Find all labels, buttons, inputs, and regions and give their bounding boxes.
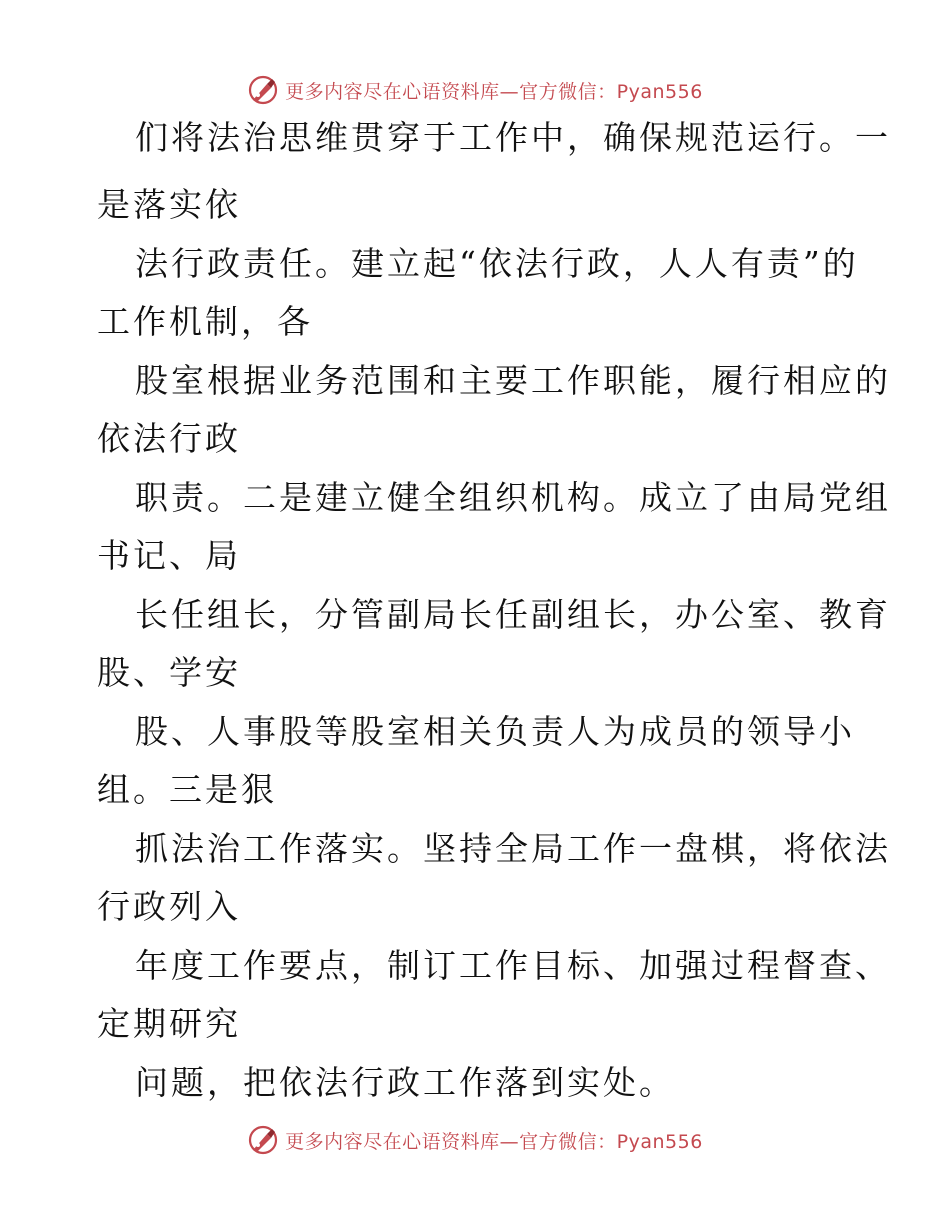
watermark-text: 更多内容尽在心语资料库—官方微信：Pyan556	[285, 80, 703, 103]
pen-circle-logo-icon	[247, 1124, 279, 1156]
text-line: 定期研究	[97, 1004, 241, 1043]
text-line: 依法行政	[97, 419, 241, 458]
text-line: 工作机制，各	[97, 302, 313, 341]
text-line: 组。三是狠	[97, 770, 277, 809]
text-line: 书记、局	[97, 536, 241, 575]
header-watermark	[0, 73, 950, 107]
text-line: 法行政责任。建立起“依法行政，人人有责”的	[135, 244, 859, 283]
text-line: 长任组长，分管副局长任副组长，办公室、教育	[135, 595, 891, 634]
text-line: 股、学安	[97, 653, 241, 692]
text-line: 股、人事股等股室相关负责人为成员的领导小	[135, 712, 855, 751]
watermark-text: 更多内容尽在心语资料库—官方微信：Pyan556	[285, 1130, 703, 1153]
text-line: 股室根据业务范围和主要工作职能，履行相应的	[135, 361, 891, 400]
text-line: 职责。二是建立健全组织机构。成立了由局党组	[135, 478, 891, 517]
text-line: 们将法治思维贯穿于工作中，确保规范运行。一	[135, 118, 891, 157]
text-line: 是落实依	[97, 185, 241, 224]
text-line: 年度工作要点，制订工作目标、加强过程督查、	[135, 946, 891, 985]
text-line: 行政列入	[97, 887, 241, 926]
pen-circle-logo-icon	[247, 74, 279, 106]
text-line: 问题，把依法行政工作落到实处。	[135, 1063, 675, 1102]
footer-watermark	[0, 1123, 950, 1157]
text-line: 抓法治工作落实。坚持全局工作一盘棋，将依法	[135, 829, 891, 868]
